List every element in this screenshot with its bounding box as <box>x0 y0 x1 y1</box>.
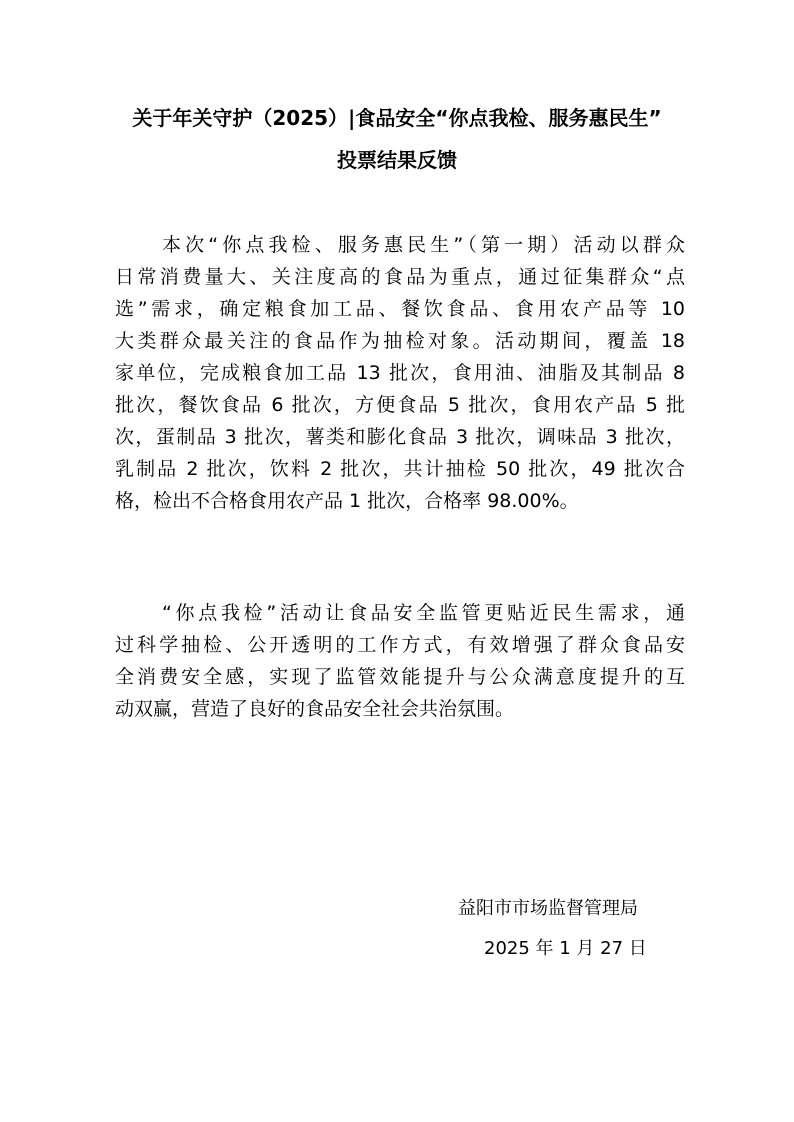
paragraph-2-line: “你点我检”活动让食品安全监管更贴近民生需求，通 <box>162 602 685 624</box>
paragraph-2 <box>115 597 685 725</box>
paragraph-2-line: 动双赢，营造了良好的食品安全社会共治氛围。 <box>115 698 515 720</box>
paragraph-1-line: 大类群众最关注的食品作为抽检对象。活动期间，覆盖 18 <box>115 330 685 352</box>
paragraph-1-line: 乳制品 2 批次，饮料 2 批次，共计抽检 50 批次，49 批次合 <box>115 458 685 480</box>
signature-organization: 益阳市市场监督管理局 <box>458 898 638 919</box>
paragraph-2-line: 过科学抽检、公开透明的工作方式，有效增强了群众食品安 <box>115 634 685 656</box>
paragraph-2-line: 全消费安全感，实现了监管效能提升与公众满意度提升的互 <box>115 666 685 688</box>
paragraph-1-line: 次，蛋制品 3 批次，薯类和膨化食品 3 批次，调味品 3 批次， <box>115 426 685 448</box>
paragraph-1-line: 批次，餐饮食品 6 批次，方便食品 5 批次，食用农产品 5 批 <box>115 394 685 416</box>
paragraph-1-line: 家单位，完成粮食加工品 13 批次，食用油、油脂及其制品 8 <box>115 362 685 384</box>
signature-date: 2025 年 1 月 27 日 <box>484 938 647 959</box>
paragraph-1-line: 格，检出不合格食用农产品 1 批次，合格率 98.00%。 <box>115 490 579 512</box>
document-title-line-2: 投票结果反馈 <box>337 148 457 172</box>
paragraph-1-line: 选”需求，确定粮食加工品、餐饮食品、食用农产品等 10 <box>115 298 685 320</box>
document-title-line-1: 关于年关守护（2025）|食品安全“你点我检、服务惠民生” <box>132 106 662 130</box>
paragraph-1-line: 日常消费量大、关注度高的食品为重点，通过征集群众“点 <box>115 266 685 288</box>
paragraph-1 <box>115 229 685 517</box>
paragraph-1-line: 本次“你点我检、服务惠民生”（第一期）活动以群众 <box>162 234 685 256</box>
